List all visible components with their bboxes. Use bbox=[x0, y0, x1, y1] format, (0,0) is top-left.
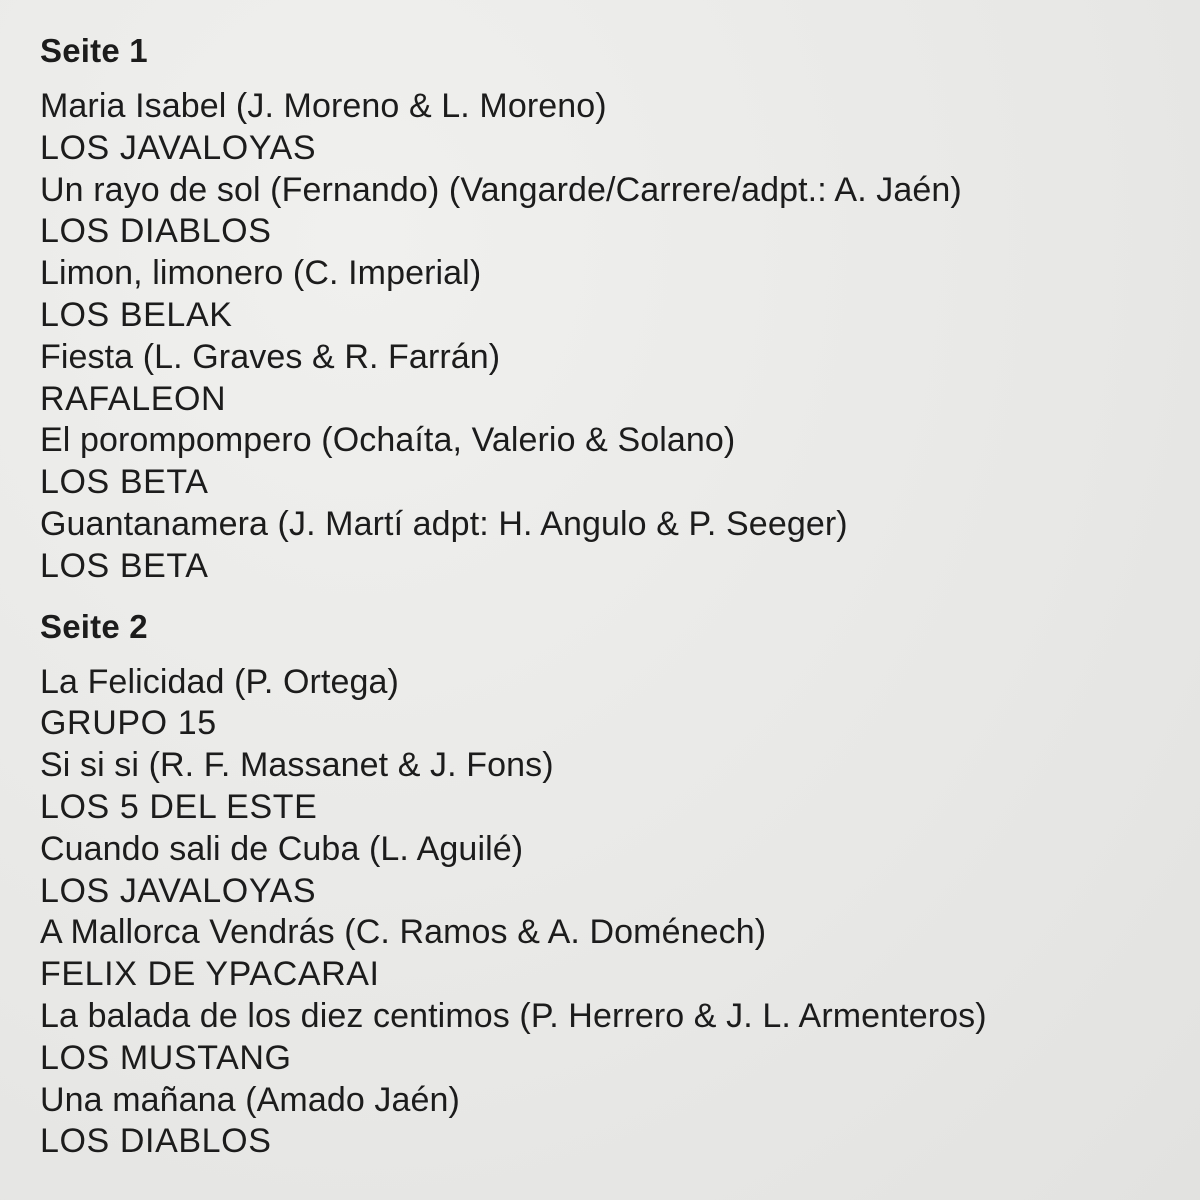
track-artist: LOS JAVALOYAS bbox=[40, 128, 317, 167]
track-item bbox=[40, 337, 1190, 421]
track-item bbox=[40, 996, 1190, 1080]
track-title: Una mañana (Amado Jaén) bbox=[40, 1080, 460, 1119]
track-title: La Felicidad (P. Ortega) bbox=[40, 662, 399, 701]
track-title: Si si si (R. F. Massanet & J. Fons) bbox=[40, 746, 554, 785]
track-item bbox=[40, 829, 1190, 913]
track-title: Guantanamera (J. Martí adpt: H. Angulo & P. Seeger) bbox=[40, 504, 848, 543]
track-item bbox=[40, 253, 1190, 337]
track-artist: LOS BETA bbox=[40, 463, 209, 502]
track-title: Cuando sali de Cuba (L. Aguilé) bbox=[40, 829, 524, 868]
track-artist: LOS BELAK bbox=[40, 295, 233, 334]
track-item bbox=[40, 504, 1190, 588]
track-title: Fiesta (L. Graves & R. Farrán) bbox=[40, 337, 501, 376]
track-title: El porompompero (Ochaíta, Valerio & Solano) bbox=[40, 421, 736, 460]
track-title: Un rayo de sol (Fernando) (Vangarde/Carrere/adpt.: A. Jaén) bbox=[40, 170, 962, 209]
track-artist: LOS MUSTANG bbox=[40, 1038, 292, 1077]
track-item bbox=[40, 745, 1190, 829]
side-2-heading: Seite 2 bbox=[40, 607, 148, 645]
track-item bbox=[40, 420, 1190, 504]
track-item bbox=[40, 912, 1190, 996]
track-artist: RAFALEON bbox=[40, 379, 227, 418]
track-title: Maria Isabel (J. Moreno & L. Moreno) bbox=[40, 87, 607, 125]
side-2-tracklist bbox=[40, 662, 1190, 1164]
track-item bbox=[40, 662, 1190, 746]
track-artist: LOS 5 DEL ESTE bbox=[40, 787, 318, 826]
track-item bbox=[40, 170, 1190, 254]
side-1-tracklist bbox=[40, 86, 1190, 588]
track-item bbox=[40, 1080, 1190, 1164]
track-artist: LOS DIABLOS bbox=[40, 212, 272, 251]
tracklist-sheet bbox=[40, 30, 1190, 1163]
track-title: A Mallorca Vendrás (C. Ramos & A. Doménech) bbox=[40, 913, 767, 952]
track-item bbox=[40, 86, 1190, 170]
side-1-heading: Seite 1 bbox=[40, 32, 148, 69]
track-artist: LOS JAVALOYAS bbox=[40, 871, 317, 910]
track-artist: LOS DIABLOS bbox=[40, 1122, 272, 1161]
track-artist: GRUPO 15 bbox=[40, 704, 217, 743]
track-title: Limon, limonero (C. Imperial) bbox=[40, 254, 482, 293]
track-title: La balada de los diez centimos (P. Herrero & J. L. Armenteros) bbox=[40, 996, 987, 1035]
track-artist: LOS BETA bbox=[40, 546, 209, 585]
track-artist: FELIX DE YPACARAI bbox=[40, 955, 380, 994]
